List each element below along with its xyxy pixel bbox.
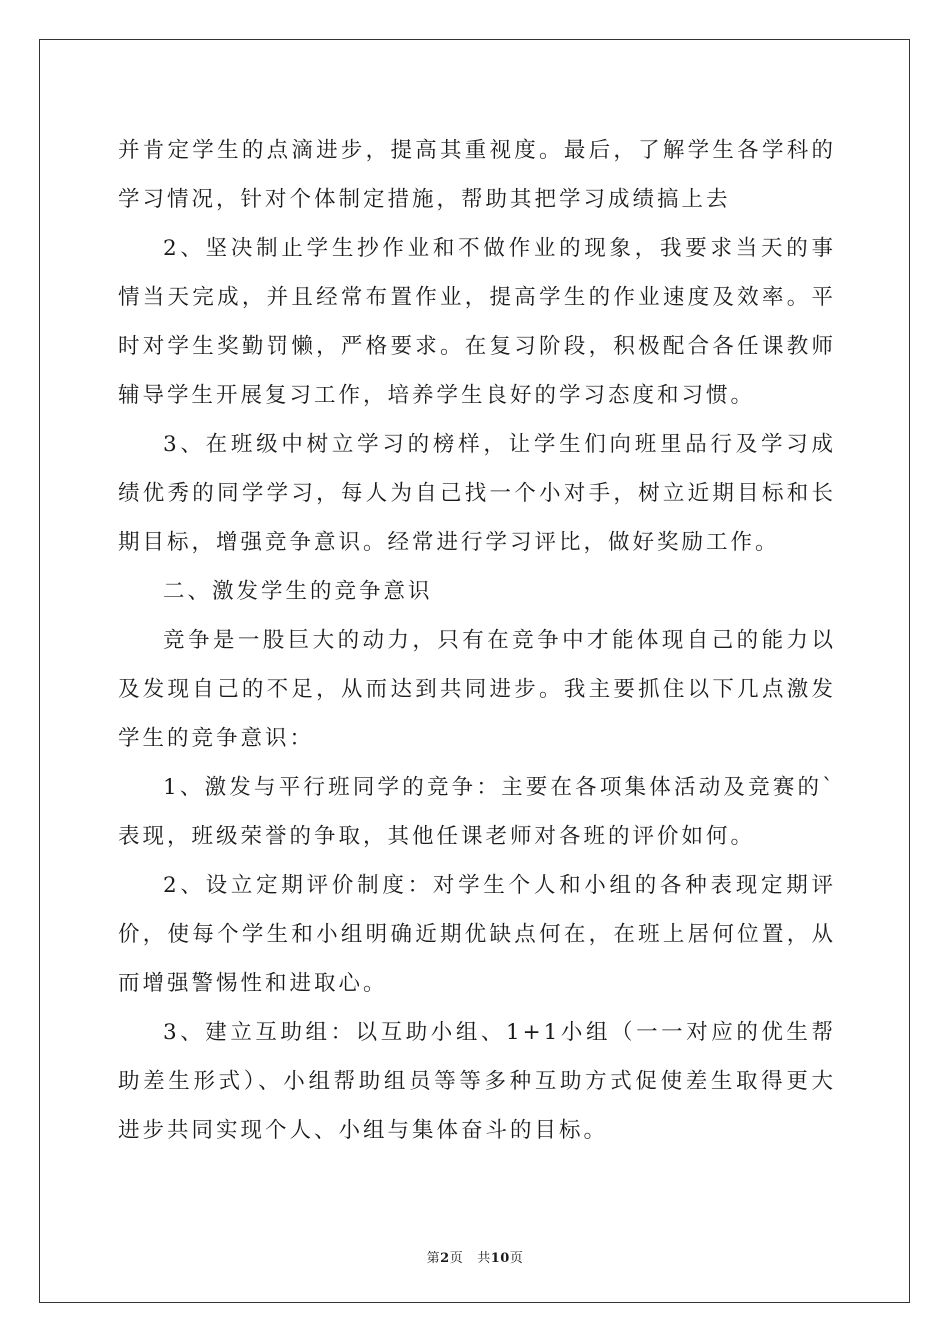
- paragraph-6: 1、激发与平行班同学的竞争：主要在各项集体活动及竞赛的`表现，班级荣誉的争取，其他任课老师对各班的评价如何。: [118, 775, 836, 849]
- paragraph-3: 3、在班级中树立学习的榜样，让学生们向班里品行及学习成绩优秀的同学学习，每人为自己找一个小对手，树立近期目标和长期目标，增强竞争意识。经常进行学习评比，做好奖励工作。: [118, 432, 836, 555]
- paragraph-2: 2、坚决制止学生抄作业和不做作业的现象，我要求当天的事情当天完成，并且经常布置作业，提高学生的作业速度及效率。平时对学生奖勤罚懒，严格要求。在复习阶段，积极配合各任课教师辅导学生开展复习工作，培养学生良好的学习态度和习惯。: [118, 236, 836, 408]
- document-body: [118, 126, 836, 1155]
- total-suffix: 页: [509, 1251, 524, 1266]
- total-prefix: 共: [477, 1251, 491, 1266]
- page-number: 2: [440, 1251, 450, 1266]
- total-pages: 10: [490, 1251, 510, 1266]
- page-prefix: 第: [426, 1251, 441, 1266]
- page-footer: [0, 1247, 950, 1266]
- paragraph-8: 3、建立互助组：以互助小组、1+1小组（一一对应的优生帮助差生形式）、小组帮助组员等等多种互助方式促使差生取得更大进步共同实现个人、小组与集体奋斗的目标。: [118, 1020, 836, 1143]
- paragraph-1: 并肯定学生的点滴进步，提高其重视度。最后，了解学生各学科的学习情况，针对个体制定措施，帮助其把学习成绩搞上去: [118, 138, 836, 212]
- paragraph-7: 2、设立定期评价制度：对学生个人和小组的各种表现定期评价，使每个学生和小组明确近期优缺点何在，在班上居何位置，从而增强警惕性和进取心。: [118, 873, 836, 996]
- paragraph-5: 竞争是一股巨大的动力，只有在竞争中才能体现自己的能力以及发现自己的不足，从而达到共同进步。我主要抓住以下几点激发学生的竞争意识：: [118, 628, 836, 751]
- section-heading: 二、激发学生的竞争意识: [163, 579, 433, 604]
- page-suffix: 页: [449, 1251, 464, 1266]
